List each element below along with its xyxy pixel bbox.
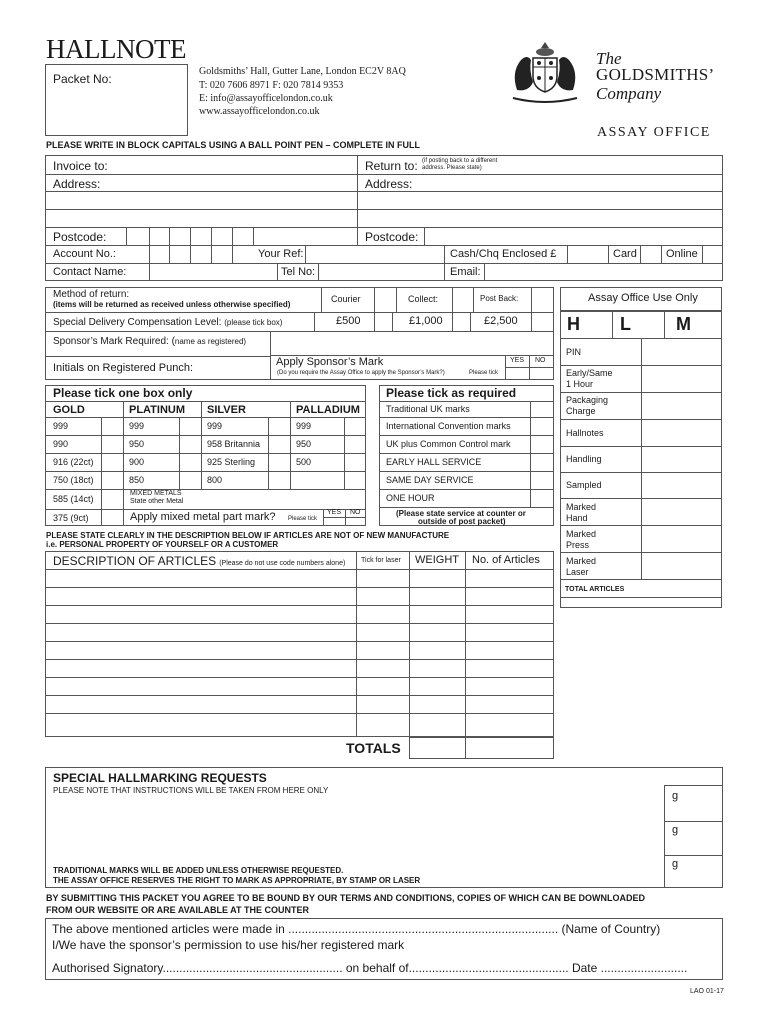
silver-925: 925 Sterling <box>207 457 256 467</box>
special-note: PLEASE NOTE THAT INSTRUCTIONS WILL BE TAKEN FROM HERE ONLY <box>53 786 329 795</box>
gold-916: 916 (22ct) <box>53 457 94 467</box>
invoice-to-label: Invoice to: <box>53 159 108 173</box>
return-to-label: Return to: <box>365 159 418 173</box>
post-back-label: Post Back: <box>480 294 519 303</box>
platinum-950: 950 <box>129 439 145 449</box>
gold-375: 375 (9ct) <box>53 513 89 523</box>
signatory-line: Authorised Signatory...................................................... on behalf of................................................ Date .......................... <box>52 961 688 975</box>
special-delivery-text: Special Delivery Compensation Level: <box>53 317 222 328</box>
company-name: Company <box>596 84 662 103</box>
office-hallnotes: Hallnotes <box>566 428 604 438</box>
gold-750: 750 (18ct) <box>53 475 94 485</box>
courier-label: Courier <box>331 294 361 304</box>
initials-label: Initials on Registered Punch: <box>53 362 194 374</box>
comp-500-label: £500 <box>336 315 361 327</box>
palladium-950: 950 <box>296 439 312 449</box>
palladium-500: 500 <box>296 457 312 467</box>
platinum-900: 900 <box>129 457 145 467</box>
palladium-header: PALLADIUM <box>296 404 360 416</box>
state-clearly-1: PLEASE STATE CLEARLY IN THE DESCRIPTION BELOW IF ARTICLES ARE NOT OF NEW MANUFACTURE <box>46 531 450 540</box>
office-total-articles: TOTAL ARTICLES <box>565 586 625 593</box>
sponsor-yes: YES <box>510 357 525 364</box>
platinum-999: 999 <box>129 421 145 431</box>
special-g-2: g <box>672 824 679 836</box>
phone-text: T: 020 7606 8971 F: 020 7814 9353 <box>199 80 344 91</box>
made-in-line: The above mentioned articles were made in ................................................................................. (Name of Country) <box>52 922 661 936</box>
no-articles-label: No. of Articles <box>472 554 540 566</box>
mixed-no: NO <box>350 509 361 516</box>
office-charge: Charge <box>566 406 596 416</box>
description-heading-note: (Please do not use code numbers alone) <box>219 560 346 567</box>
tick-laser-label: Tick for laser <box>361 557 401 564</box>
your-ref-label: Your Ref: <box>258 248 304 260</box>
apply-sponsor-sub: (Do you require the Assay Office to apply the Sponsor’s Mark?) <box>277 370 445 376</box>
gold-999: 999 <box>53 421 69 431</box>
description-heading-text: DESCRIPTION OF ARTICLES <box>53 554 217 568</box>
sponsor-mark-text: Sponsor’s Mark Required: ( <box>53 336 175 347</box>
address-text: Goldsmiths’ Hall, Gutter Lane, London EC2V 8AQ <box>199 66 406 77</box>
office-marked-hand: Marked <box>566 502 597 512</box>
apply-sponsor-please-tick: Please tick <box>469 370 499 376</box>
method-sub: (items will be returned as received unless otherwise specified) <box>53 300 291 309</box>
service-same-day: SAME DAY SERVICE <box>386 475 474 485</box>
office-pin: PIN <box>566 347 582 357</box>
mixed-metals-label: MIXED METALS <box>130 490 182 497</box>
office-h: H <box>567 314 580 334</box>
office-packaging: Packaging <box>566 395 609 405</box>
service-early-hall: EARLY HALL SERVICE <box>386 457 482 467</box>
apply-mixed-label: Apply mixed metal part mark? <box>130 511 276 523</box>
collect-label: Collect: <box>408 294 439 304</box>
services-heading: Please tick as required <box>386 386 517 400</box>
totals-box[interactable] <box>409 737 554 759</box>
office-handling: Handling <box>566 454 602 464</box>
cash-chq-label: Cash/Chq Enclosed £ <box>450 248 557 260</box>
traditional-marks-note: TRADITIONAL MARKS WILL BE ADDED UNLESS OTHERWISE REQUESTED. <box>53 866 344 875</box>
gold-990: 990 <box>53 439 69 449</box>
return-to-note-2: address. Please state) <box>422 165 482 171</box>
office-press: Press <box>566 540 590 550</box>
return-address-label: Address: <box>365 177 413 191</box>
service-one-hour: ONE HOUR <box>386 493 435 503</box>
please-tick-box-text: (please tick box) <box>224 318 283 327</box>
name-as-registered-text: name as registered) <box>174 337 247 346</box>
crest-icon <box>505 40 585 106</box>
special-heading: SPECIAL HALLMARKING REQUESTS <box>53 771 267 785</box>
account-no-label: Account No.: <box>53 248 116 260</box>
description-heading <box>53 554 345 568</box>
service-note-1: (Please state service at counter or <box>396 509 526 518</box>
assay-office-label: ASSAY OFFICE <box>597 125 711 140</box>
office-laser: Laser <box>566 567 589 577</box>
office-marked-press: Marked <box>566 529 597 539</box>
service-common-control: UK plus Common Control mark <box>386 439 511 449</box>
platinum-850: 850 <box>129 475 145 485</box>
permission-line: I/We have the sponsor’s permission to use his/her registered mark <box>52 938 405 952</box>
terms-line-2: FROM OUR WEBSITE OR ARE AVAILABLE AT THE COUNTER <box>46 905 309 915</box>
office-marked-laser: Marked <box>566 556 597 566</box>
weight-label: WEIGHT <box>415 554 459 566</box>
company-the: The <box>596 49 622 68</box>
silver-958: 958 Britannia <box>207 439 261 449</box>
silver-header: SILVER <box>207 404 246 416</box>
special-g-1: g <box>672 790 679 802</box>
online-label: Online <box>666 248 698 260</box>
contact-name-label: Contact Name: <box>53 266 127 278</box>
packet-no-label: Packet No: <box>53 72 112 86</box>
email-label: Email: <box>450 266 481 278</box>
mixed-yes: YES <box>327 509 342 516</box>
invoice-postcode-label: Postcode: <box>53 230 107 244</box>
service-traditional: Traditional UK marks <box>386 404 470 414</box>
apply-sponsor-label: Apply Sponsor’s Mark <box>276 356 384 368</box>
state-clearly-2: i.e. PERSONAL PROPERTY OF YOURSELF OR A CUSTOMER <box>46 540 279 549</box>
website-text: www.assayofficelondon.co.uk <box>199 106 320 117</box>
office-use-heading: Assay Office Use Only <box>588 292 698 304</box>
silver-800: 800 <box>207 475 223 485</box>
comp-2500-label: £2,500 <box>484 315 518 327</box>
reserves-right-note: THE ASSAY OFFICE RESERVES THE RIGHT TO MARK AS APPROPRIATE, BY STAMP OR LASER <box>53 876 421 885</box>
silver-999: 999 <box>207 421 223 431</box>
office-early-same: Early/Same <box>566 368 613 378</box>
totals-label: TOTALS <box>346 740 401 756</box>
metals-heading: Please tick one box only <box>53 386 193 400</box>
card-label: Card <box>613 248 637 260</box>
return-to-note: (if posting back to a different <box>422 158 498 164</box>
email-text: E: info@assayofficelondon.co.uk <box>199 93 333 104</box>
apply-mixed-please-tick: Please tick <box>288 516 318 522</box>
comp-1000-label: £1,000 <box>409 315 443 327</box>
office-hand: Hand <box>566 513 588 523</box>
special-g-3: g <box>672 858 679 870</box>
platinum-header: PLATINUM <box>129 404 186 416</box>
special-delivery-label <box>53 317 282 328</box>
sponsor-mark-label <box>53 336 246 347</box>
office-one-hour: 1 Hour <box>566 379 594 389</box>
description-table <box>45 551 554 737</box>
gold-585: 585 (14ct) <box>53 494 94 504</box>
sponsor-no: NO <box>535 357 546 364</box>
method-label: Method of return: <box>53 289 130 300</box>
office-l: L <box>620 314 631 334</box>
block-capitals-instruction: PLEASE WRITE IN BLOCK CAPITALS USING A BALL POINT PEN – COMPLETE IN FULL <box>46 140 421 150</box>
gold-header: GOLD <box>53 404 85 416</box>
office-m: M <box>676 314 691 334</box>
return-postcode-label: Postcode: <box>365 230 419 244</box>
office-sampled: Sampled <box>566 480 602 490</box>
palladium-999: 999 <box>296 421 312 431</box>
service-note-2: outside of post packet) <box>418 517 506 526</box>
tel-no-label: Tel No: <box>281 266 316 278</box>
invoice-address-label: Address: <box>53 177 101 191</box>
service-international: International Convention marks <box>386 421 511 431</box>
state-other-metal-label: State other Metal <box>130 498 184 505</box>
form-code: LAO 01-17 <box>690 988 724 995</box>
terms-line-1: BY SUBMITTING THIS PACKET YOU AGREE TO BE BOUND BY OUR TERMS AND CONDITIONS, COPIES OF WHICH CAN BE DOWNLOADED <box>46 893 646 903</box>
company-goldsmiths: GOLDSMITHS’ <box>596 65 715 84</box>
page-title: HALLNOTE <box>46 34 186 64</box>
